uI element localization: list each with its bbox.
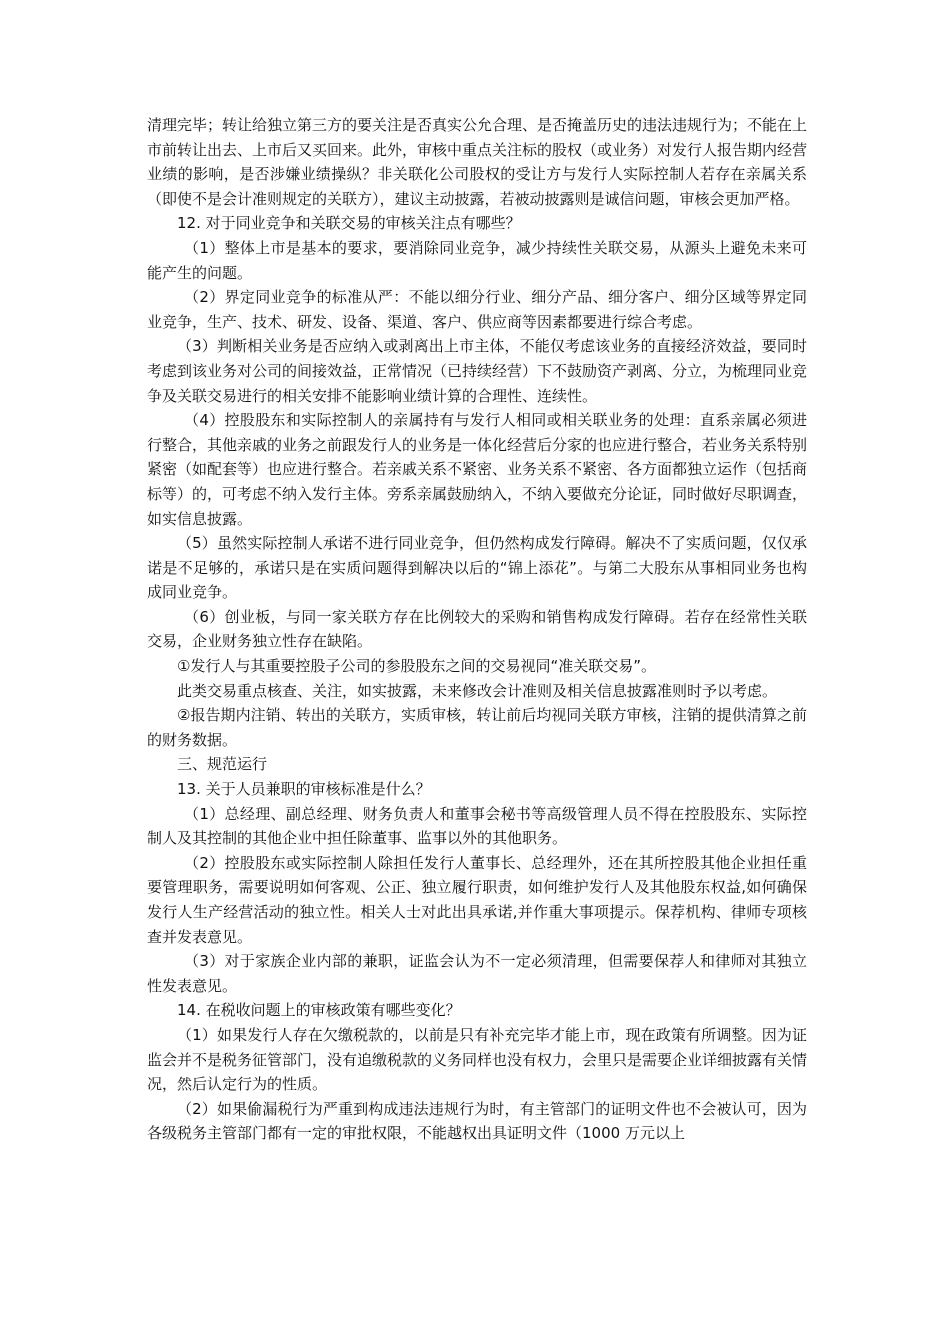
paragraph: （6）创业板，与同一家关联方存在比例较大的采购和销售构成发行障碍。若存在经常性关联交易，企业财务独立性存在缺陷。 [147, 607, 807, 651]
paragraph: （2）如果偷漏税行为严重到构成违法违规行为时，有主管部门的证明文件也不会被认可，因为各级税务主管部门都有一定的审批权限，不能越权出具证明文件（1000 万元以上 [147, 1099, 807, 1143]
paragraph: （5）虽然实际控制人承诺不进行同业竞争，但仍然构成发行障碍。解决不了实质问题，仅仅承诺是不足够的，承诺只是在实质问题得到解决以后的“锦上添花”。与第二大股东从事相同业务也构成同业竞争。 [147, 534, 807, 602]
question-heading: 13. 关于人员兼职的审核标准是什么？ [177, 780, 431, 799]
paragraph: （1）如果发行人存在欠缴税款的，以前是只有补充完毕才能上市，现在政策有所调整。因为证监会并不是税务征管部门，没有追缴税款的义务同样也没有权力，会里只是需要企业详细披露有关情况，然后认定行为的性质。 [147, 1025, 808, 1094]
paragraph: 清理完毕；转让给独立第三方的要关注是否真实公允合理、是否掩盖历史的违法违规行为；不能在上市前转让出去、上市后又买回来。此外，审核中重点关注标的股权（或业务）对发行人报告期内经营业绩的影响，是否涉嫌业绩操纵？非关联化公司股权的受让方与发行人实际控制人若存在亲属关系（即使不是会计准则规定的关联方），建议主动披露，若被动披露则是诚信问题，审核会更加严格。 [147, 116, 808, 208]
paragraph: ②报告期内注销、转出的关联方，实质审核，转让前后均视同关联方审核，注销的提供清算之前的财务数据。 [147, 706, 807, 749]
paragraph: （3）对于家族企业内部的兼职，证监会认为不一定必须清理，但需要保荐人和律师对其独立性发表意见。 [147, 952, 807, 995]
paragraph: （4）控股股东和实际控制人的亲属持有与发行人相同或相关联业务的处理：直系亲属必须进行整合，其他亲戚的业务之前跟发行人的业务是一体化经营后分家的也应进行整合，若业务关系特别紧密（如配套等）也应进行整合。若亲戚关系不紧密、业务关系不紧密、各方面都独立运作（包括商标等）的，可考虑不纳入发行主体。旁系亲属鼓励纳入，不纳入要做充分论证，同时做好尽职调查，如实信息披露。 [147, 411, 808, 528]
paragraph: 此类交易重点核查、关注，如实披露，未来修改会计准则及相关信息披露准则时予以考虑。 [177, 681, 778, 700]
paragraph: （1）总经理、副总经理、财务负责人和董事会秘书等高级管理人员不得在控股股东、实际控制人及其控制的其他企业中担任除董事、监事以外的其他职务。 [147, 804, 807, 848]
paragraph: （3）判断相关业务是否应纳入或剥离出上市主体，不能仅考虑该业务的直接经济效益，要同时考虑到该业务对公司的间接效益，正常情况（已持续经营）下不鼓励资产剥离、分立，为梳理同业竞争及关联交易进行的相关安排不能影响业绩计算的合理性、连续性。 [147, 337, 808, 405]
paragraph: ①发行人与其重要控股子公司的参股股东之间的交易视同“准关联交易”。 [177, 657, 656, 676]
question-heading: 14. 在税收问题上的审核政策有哪些变化？ [177, 1001, 461, 1020]
question-heading: 12. 对于同业竞争和关联交易的审核关注点有哪些？ [177, 214, 521, 233]
section-heading: 三、规范运行 [177, 755, 268, 774]
paragraph: （2）控股股东或实际控制人除担任发行人董事长、总经理外，还在其所控股其他企业担任重要管理职务，需要说明如何客观、公正、独立履行职责，如何维护发行人及其他股东权益,如何确保发行人生产经营活动的独立性。相关人士对此出具承诺,并作重大事项提示。保荐机构、律师专项核查并发表意见。 [147, 853, 807, 946]
paragraph: （1）整体上市是基本的要求，要消除同业竞争，减少持续性关联交易，从源头上避免未来可能产生的问题。 [147, 238, 807, 282]
document-body [147, 113, 807, 1146]
paragraph: （2）界定同业竞争的标准从严：不能以细分行业、细分产品、细分客户、细分区域等界定同业竞争，生产、技术、研发、设备、渠道、客户、供应商等因素都要进行综合考虑。 [147, 288, 807, 331]
